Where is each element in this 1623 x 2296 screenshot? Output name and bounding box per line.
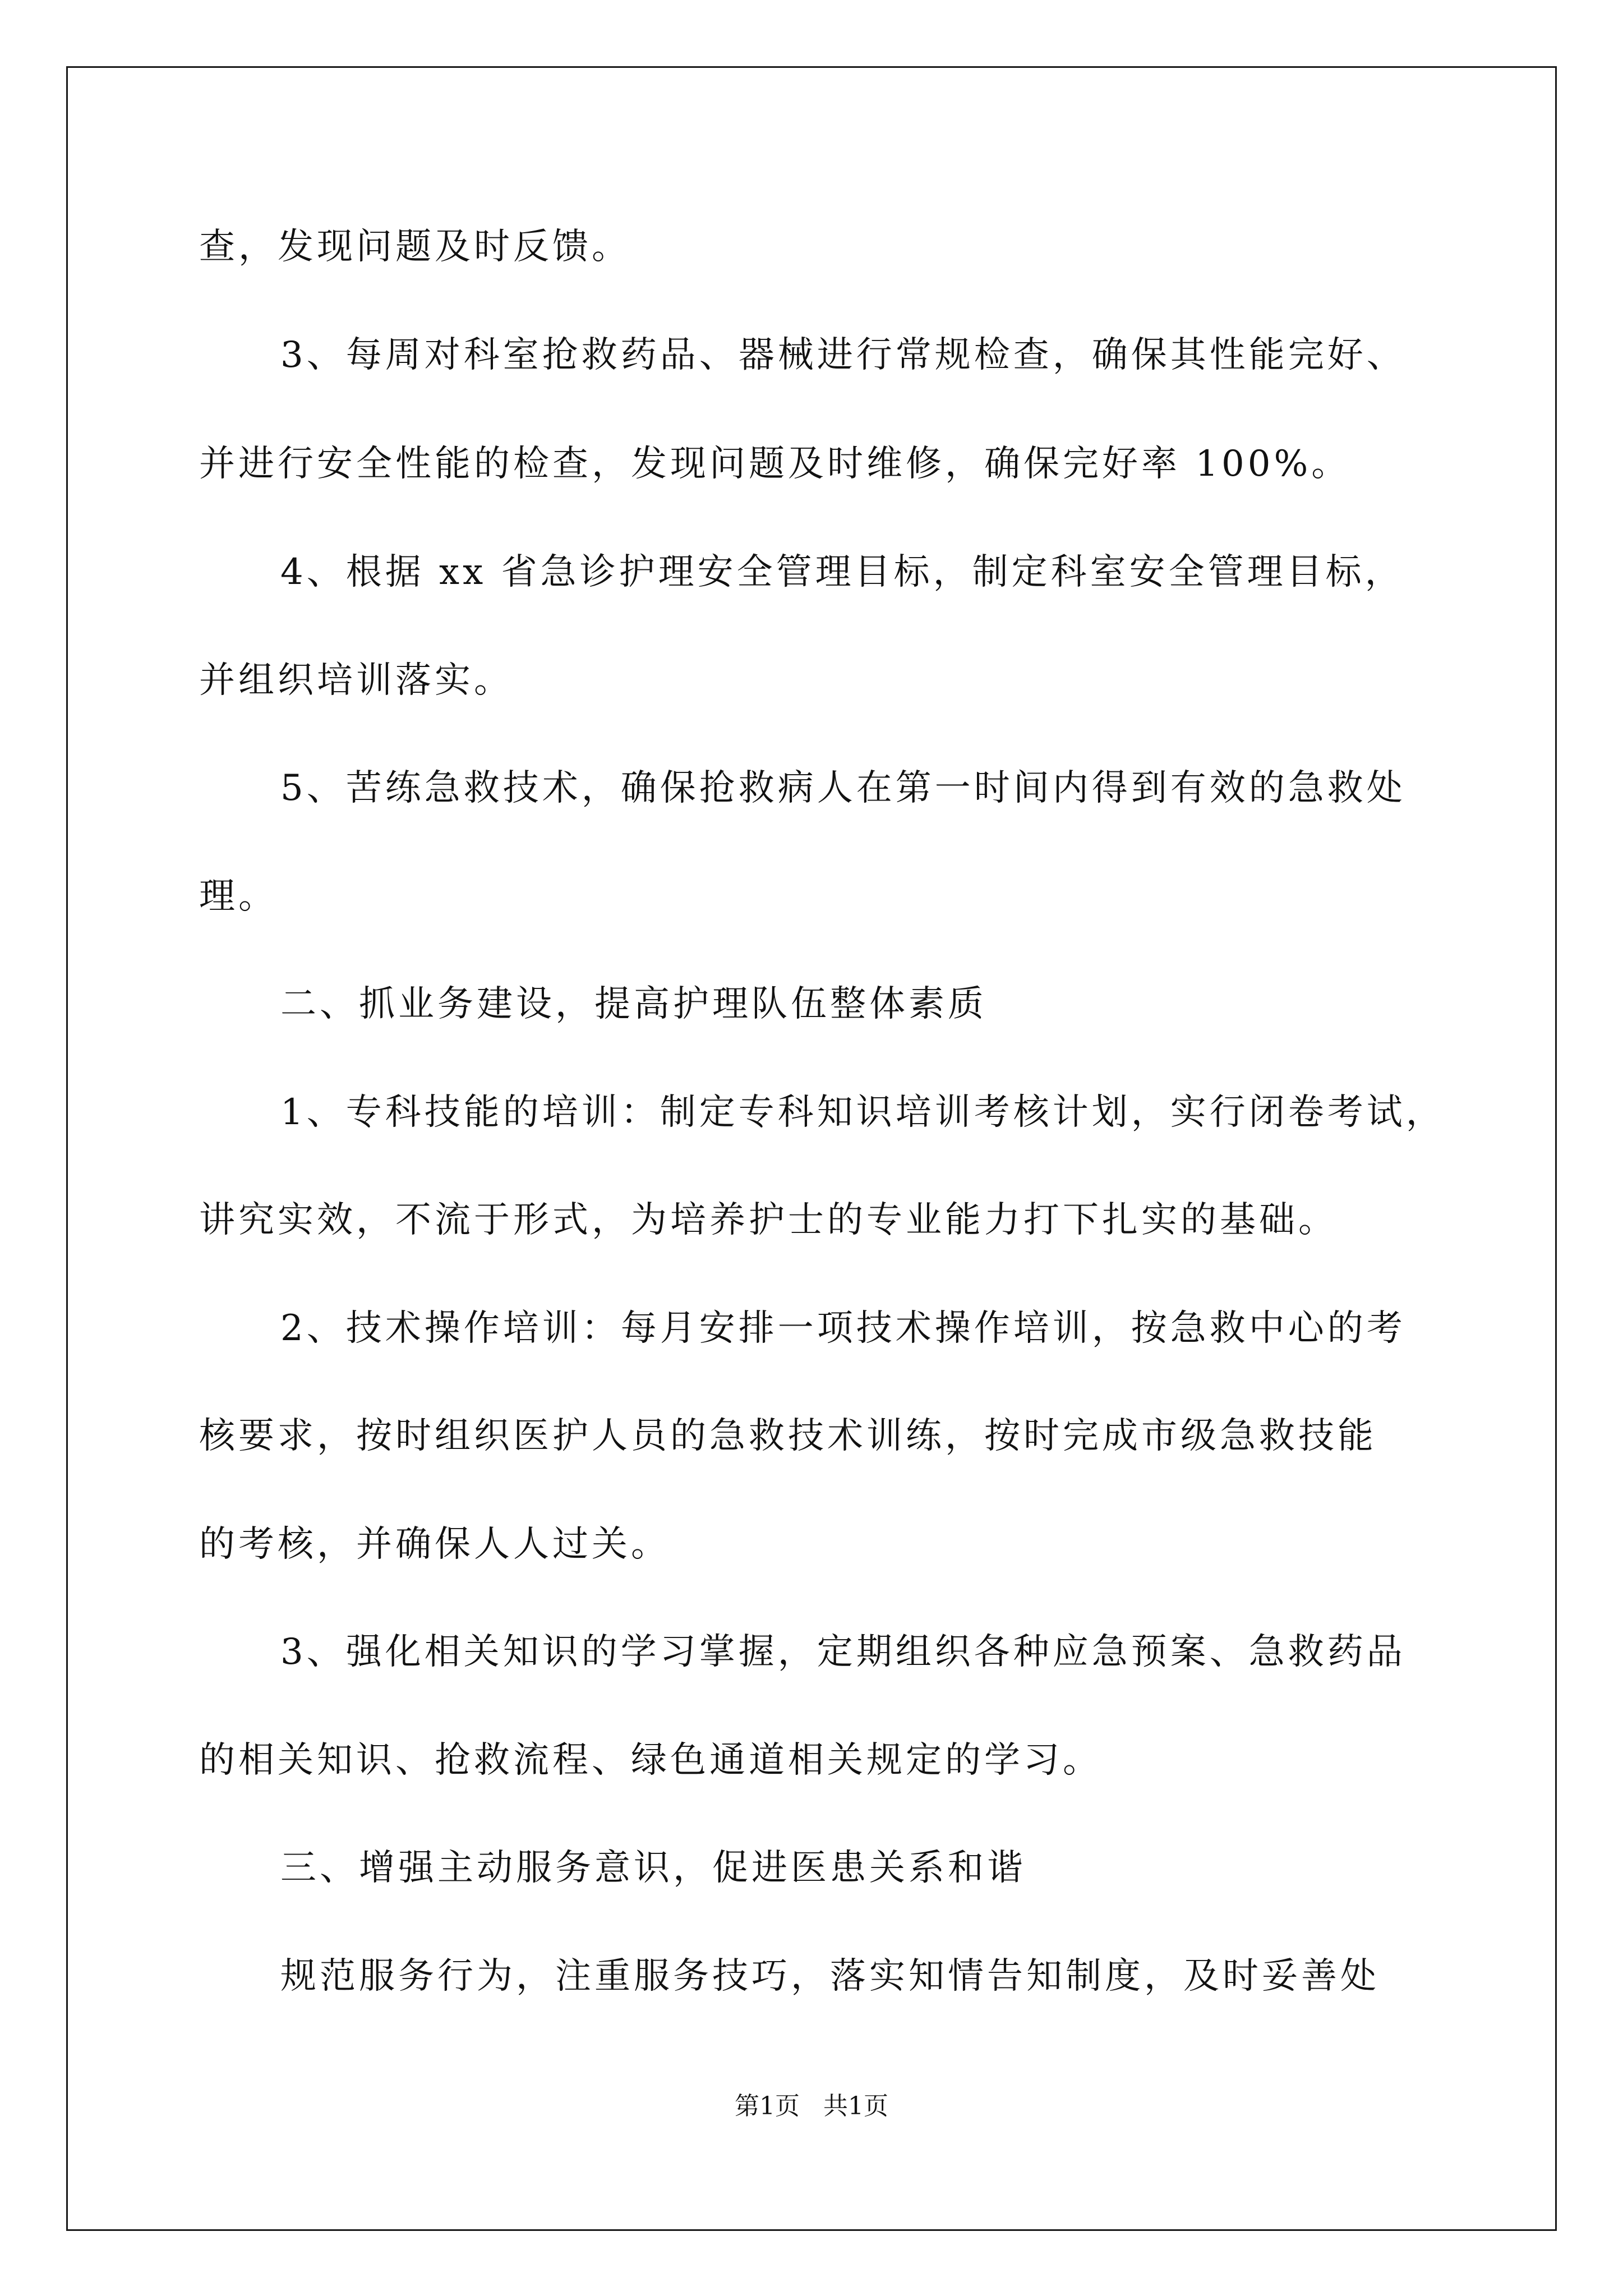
text-line-10: 讲究实效，不流于形式，为培养护士的专业能力打下扎实的基础。 xyxy=(199,1199,1338,1241)
text-line-12: 核要求，按时组织医护人员的急救技术训练，按时完成市级急救技能 xyxy=(199,1415,1377,1457)
text-line-13: 的考核，并确保人人过关。 xyxy=(199,1524,670,1565)
text-line-1: 查，发现问题及时反馈。 xyxy=(199,226,631,268)
text-line-2: 3、每周对科室抢救药品、器械进行常规检查，确保其性能完好、 xyxy=(280,334,1406,376)
page-footer: 第1页 共1页 xyxy=(735,2092,888,2120)
text-line-17: 规范服务行为，注重服务技巧，落实知情告知制度，及时妥善处 xyxy=(280,1955,1380,1997)
section-heading-2: 二、抓业务建设，提高护理队伍整体素质 xyxy=(280,983,987,1025)
text-line-3: 并进行安全性能的检查，发现问题及时维修，确保完好率 100%。 xyxy=(199,443,1351,485)
text-line-9: 1、专科技能的培训：制定专科知识培训考核计划，实行闭卷考试， xyxy=(280,1092,1445,1133)
text-line-6: 5、苦练急救技术，确保抢救病人在第一时间内得到有效的急救处 xyxy=(280,767,1406,809)
text-line-7: 理。 xyxy=(199,876,278,917)
text-line-5: 并组织培训落实。 xyxy=(199,660,513,701)
page-border xyxy=(66,66,1557,2231)
text-line-14: 3、强化相关知识的学习掌握，定期组织各种应急预案、急救药品 xyxy=(280,1631,1406,1673)
section-heading-3: 三、增强主动服务意识，促进医患关系和谐 xyxy=(280,1847,1026,1889)
text-line-4: 4、根据 xx 省急诊护理安全管理目标，制定科室安全管理目标， xyxy=(280,551,1404,593)
text-line-11: 2、技术操作培训：每月安排一项技术操作培训，按急救中心的考 xyxy=(280,1308,1406,1349)
text-line-15: 的相关知识、抢救流程、绿色通道相关规定的学习。 xyxy=(199,1740,1102,1781)
